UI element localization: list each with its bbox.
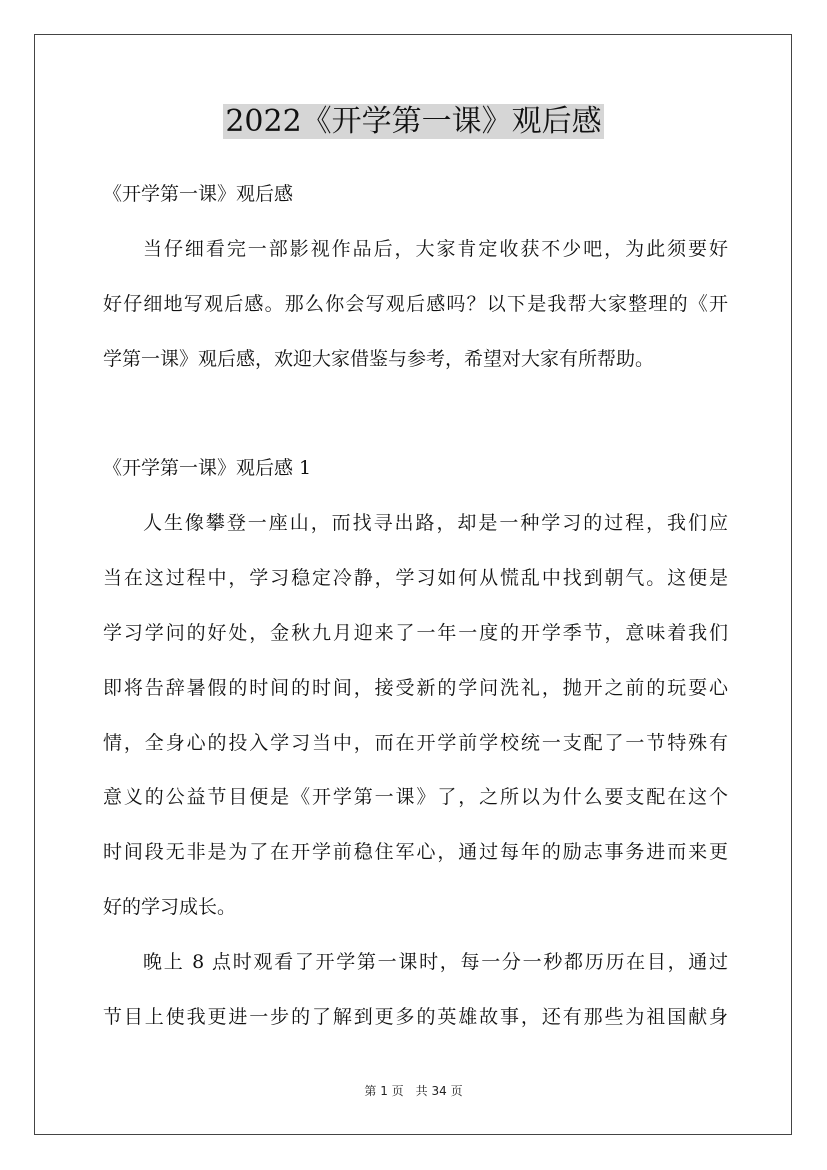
paragraph-line: 即将告辞暑假的时间的时间，接受新的学问洗礼，抛开之前的玩耍心 bbox=[103, 677, 728, 699]
paragraph-line: 好仔细地写观后感。那么你会写观后感吗？以下是我帮大家整理的《开 bbox=[103, 293, 728, 315]
section-heading: 《开学第一课》观后感 1 bbox=[103, 457, 312, 479]
paragraph-line: 好的学习成长。 bbox=[103, 896, 237, 918]
paragraph-line: 当仔细看完一部影视作品后，大家肯定收获不少吧，为此须要好 bbox=[143, 238, 728, 260]
paragraph-line: 人生像攀登一座山，而找寻出路，却是一种学习的过程，我们应 bbox=[143, 512, 728, 534]
section-heading: 《开学第一课》观后感 bbox=[103, 183, 294, 205]
paragraph-line: 晚上 8 点时观看了开学第一课时，每一分一秒都历历在目，通过 bbox=[143, 951, 728, 973]
paragraph-line: 意义的公益节目便是《开学第一课》了，之所以为什么要支配在这个 bbox=[103, 786, 728, 808]
paragraph-line: 节目上使我更进一步的了解到更多的英雄故事，还有那些为祖国献身 bbox=[103, 1006, 728, 1028]
paragraph-line: 当在这过程中，学习稳定冷静，学习如何从慌乱中找到朝气。这便是 bbox=[103, 567, 728, 589]
document-title bbox=[0, 103, 827, 141]
paragraph-line: 时间段无非是为了在开学前稳住军心，通过每年的励志事务进而来更 bbox=[103, 841, 728, 863]
page-number-footer: 第 1 页 共 34 页 bbox=[364, 1084, 463, 1098]
document-title-text: 2022《开学第一课》观后感 bbox=[225, 104, 602, 139]
paragraph-line: 学第一课》观后感，欢迎大家借鉴与参考，希望对大家有所帮助。 bbox=[103, 348, 655, 370]
paragraph-line: 学习学问的好处，金秋九月迎来了一年一度的开学季节，意味着我们 bbox=[103, 622, 728, 644]
paragraph-line: 情，全身心的投入学习当中，而在开学前学校统一支配了一节特殊有 bbox=[103, 732, 728, 754]
